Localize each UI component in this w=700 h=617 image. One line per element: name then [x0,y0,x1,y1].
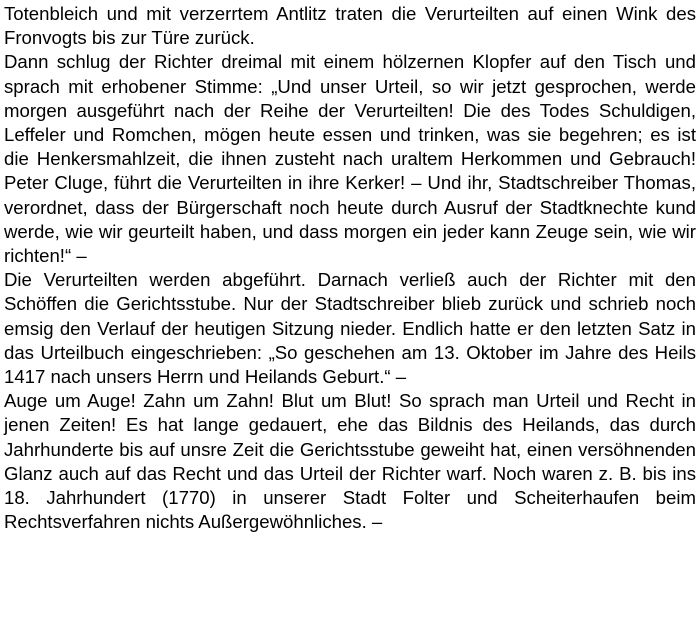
paragraph-3: Die Verurteilten werden abgeführt. Darnach verließ auch der Richter mit den Schöffen die Gerichtsstube. Nur der Stadtschreiber blieb zurück und schrieb noch emsig den Verlauf der heutigen Sitzung nieder. Endlich hatte er den letzten Satz in das Urteilbuch eingeschrieben: „So geschehen am 13. Oktober im Jahre des Heils 1417 nach unsers Herrn und Heilands Geburt.“ – [4,269,696,388]
paragraph-2: Dann schlug der Richter dreimal mit einem hölzernen Klopfer auf den Tisch und sprach mit erhobener Stimme: „Und unser Urteil, so wir jetzt gesprochen, werde morgen ausgeführt nach der Reihe der Verurteilten! Die des Todes Schuldigen, Leffeler und Romchen, mögen heute essen und trinken, was sie begehren; es ist die Henkersmahlzeit, die ihnen zusteht nach uraltem Herkommen und Gebrauch! Peter Cluge, führt die Verurteilten in ihre Kerker! – Und ihr, Stadtschreiber Thomas, verordnet, dass der Bürgerschaft noch heute durch Ausruf der Stadtknechte kund werde, wie wir geurteilt haben, und dass morgen ein jeder kann Zeuge sein, wie wir richten!“ – [4,51,696,267]
paragraph-4: Auge um Auge! Zahn um Zahn! Blut um Blut! So sprach man Urteil und Recht in jenen Zeiten! Es hat lange gedauert, ehe das Bildnis des Heilands, das durch Jahrhunderte bis auf unsre Zeit die Gerichtsstube geweiht hat, einen versöhnenden Glanz auch auf das Recht und das Urteil der Richter warf. Noch waren z. B. bis ins 18. Jahrhundert (1770) in unserer Stadt Folter und Scheiterhaufen beim Rechtsverfahren nichts Außergewöhnliches. – [4,390,696,533]
paragraph-1: Totenbleich und mit verzerrtem Antlitz traten die Verurteilten auf einen Wink des Fronvogts bis zur Türe zurück. [4,3,696,49]
